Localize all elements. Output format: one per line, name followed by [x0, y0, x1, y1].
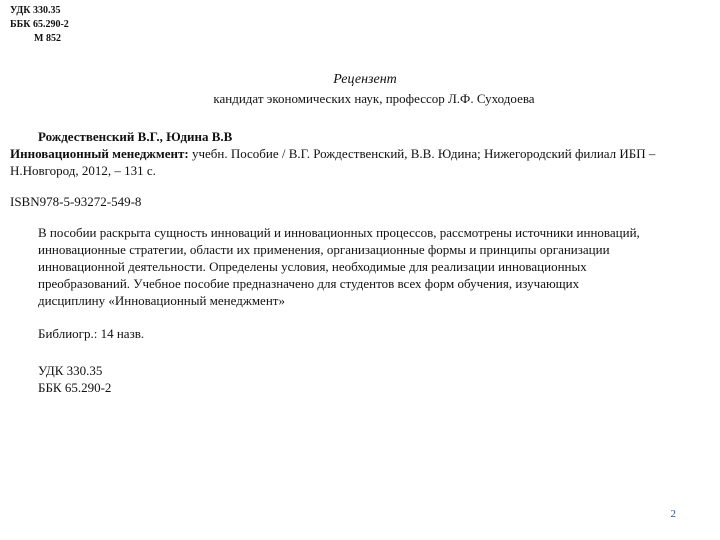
- book-description: [10, 145, 710, 162]
- isbn: ISBN978-5-93272-549-8: [10, 194, 142, 209]
- annotation: [38, 224, 698, 309]
- footer-udk: УДК 330.35: [38, 363, 103, 378]
- bibliography-count: Библиогр.: 14 назв.: [38, 326, 145, 341]
- annotation-line: инновационные стратегии, области их применения, организационные формы и принципы организации: [38, 242, 610, 257]
- book-title: Инновационный менеджмент:: [10, 146, 189, 161]
- book-details: учебн. Пособие / В.Г. Рождественский, В.В. Юдина; Нижегородский филиал ИБП –: [188, 146, 656, 161]
- annotation-line: инновационной деятельности. Определены условия, необходимые для реализации инновационных: [38, 259, 587, 274]
- reviewer-person: кандидат экономических наук, профессор Л.Ф. Суходоева: [213, 91, 535, 106]
- classification-header: [10, 4, 69, 46]
- reviewer-role: Рецензент: [333, 72, 397, 87]
- annotation-line: преобразований. Учебное пособие предназначено для студентов всех форм обучения, изучающих: [38, 276, 580, 291]
- page-number: 2: [670, 508, 676, 520]
- reviewer-block: [0, 72, 720, 107]
- annotation-line: В пособии раскрыта сущность инноваций и инновационных процессов, рассмотрены источники инноваций,: [38, 225, 640, 240]
- udk-code: УДК 330.35: [10, 5, 61, 16]
- bibliographic-record: [10, 128, 710, 179]
- book-publication: Н.Новгород, 2012, – 131 с.: [10, 163, 156, 178]
- footer-codes: [38, 362, 111, 396]
- bbk-code: ББК 65.290-2: [10, 19, 69, 30]
- footer-bbk: ББК 65.290-2: [38, 380, 112, 395]
- author-mark: М 852: [34, 33, 61, 44]
- annotation-line: дисциплину «Инновационный менеджмент»: [38, 293, 285, 308]
- book-authors: Рождественский В.Г., Юдина В.В: [38, 129, 233, 144]
